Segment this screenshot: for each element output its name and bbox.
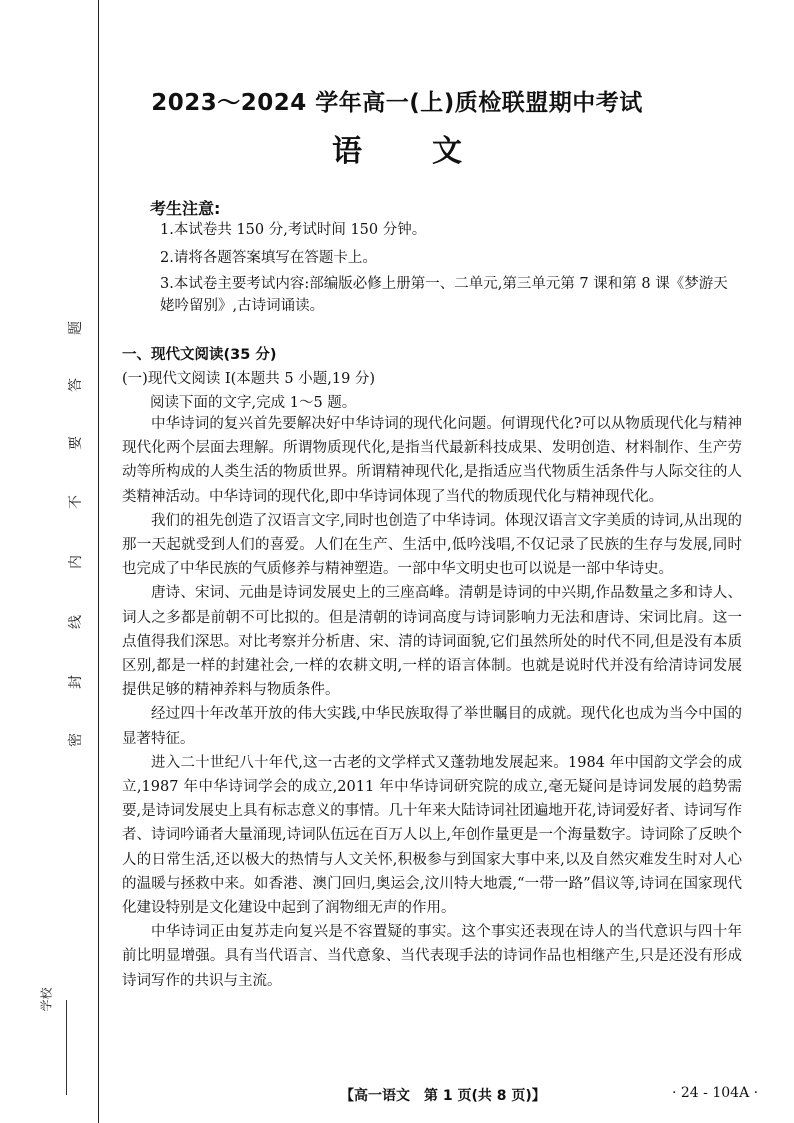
page-info: 【高一语文 第 1 页(共 8 页)】 xyxy=(340,1088,546,1104)
seal-char: 内 xyxy=(68,555,84,569)
school-fill-line xyxy=(66,1000,67,1095)
seal-char: 封 xyxy=(68,675,84,689)
seal-char: 不 xyxy=(68,495,84,509)
passage-paragraph: 进入二十世纪八十年代,这一古老的文学样式又蓬勃地发展起来。1984 年中国韵文学会的成立,1987 年中华诗词学会的成立,2011 年中华诗词研究院的成立,毫无疑问是诗词发展的趋势需要,是诗词发展史上具有标志意义的事情。几十年来大陆诗词社团遍地开花,诗词爱好者、诗词写作者、诗词吟诵者大量涌现,诗词队伍远在百万人以上,年创作量更是一个海量数字。诗词除了反映个人的日常生活,还以极大的热情与人文关怀,积极参与到国家大事中来,以及自然灾难发生时对人心的温暖与拯救中来。如香港、澳门回归,奥运会,汶川特大地震,“一带一路”倡议等,诗词在国家现代化建设特别是文化建设中起到了润物细无声的作用。 xyxy=(122,754,742,917)
seal-char: 要 xyxy=(68,436,84,450)
exam-title: 2023～2024 学年高一(上)质检联盟期中考试 xyxy=(151,90,643,116)
notice-item: 3.本试卷主要考试内容:部编版必修上册第一、二单元,第三单元第 7 课和第 8 课《梦游天 xyxy=(160,276,728,292)
seal-char: 答 xyxy=(68,378,84,392)
notice-item: 1.本试卷共 150 分,考试时间 150 分钟。 xyxy=(160,222,427,238)
passage-paragraph: 中华诗词正由复苏走向复兴是不容置疑的事实。这个事实还表现在诗人的当代意识与四十年前比明显增强。具有当代语言、当代意象、当代表现手法的诗词作品也相继产生,只是还没有形成诗词写作的共识与主流。 xyxy=(122,924,742,989)
paper-code: · 24 - 104A · xyxy=(672,1085,759,1101)
passage-paragraph: 经过四十年改革开放的伟大实践,中华民族取得了举世瞩目的成就。现代化也成为当今中国的显著特征。 xyxy=(122,706,742,747)
notice-item: 2.请将各题答案填写在答题卡上。 xyxy=(160,250,377,266)
section-heading: 一、现代文阅读(35 分) xyxy=(122,347,277,363)
seal-char: 线 xyxy=(68,615,84,629)
passage-paragraph: 我们的祖先创造了汉语言文字,同时也创造了中华诗词。体现汉语言文字美质的诗词,从出现的那一天起就受到人们的喜爱。人们在生产、生活中,低吟浅唱,不仅记录了民族的生存与发展,同时也完成了中华民族的气质修养与精神塑造。一部中华文明史也可以说是一部中华诗史。 xyxy=(122,512,742,578)
subject-title: 语文 xyxy=(332,134,532,169)
notice-heading: 考生注意: xyxy=(150,199,221,218)
seal-char: 题 xyxy=(68,321,84,335)
notice-item-continued: 姥吟留别》,古诗词诵读。 xyxy=(160,298,325,314)
section-subheading: (一)现代文阅读 Ⅰ(本题共 5 小题,19 分) xyxy=(122,371,376,387)
passage-paragraph: 唐诗、宋词、元曲是诗词发展史上的三座高峰。清朝是诗词的中兴期,作品数量之多和诗人、词人之多都是前朝不可比拟的。但是清朝的诗词高度与诗词影响力无法和唐诗、宋词比肩。这一点值得我们深思。对比考察并分析唐、宋、清的诗词面貌,它们虽然所处的时代不同,但是没有本质区别,都是一样的封建社会,一样的农耕文明,一样的语言体制。也就是说时代并没有给清诗词发展提供足够的精神养料与物质条件。 xyxy=(122,585,742,699)
reading-passage xyxy=(122,412,742,993)
reading-instruction: 阅读下面的文字,完成 1～5 题。 xyxy=(150,395,357,411)
school-label: 学校 xyxy=(39,987,54,1012)
passage-paragraph: 中华诗词的复兴首先要解决好中华诗词的现代化问题。何谓现代化?可以从物质现代化与精神现代化两个层面去理解。所谓物质现代化,是指当代最新科技成果、发明创造、材料制作、生产劳动等所构成的人类生活的物质世界。所谓精神现代化,是指适应当代物质生活条件与人际交往的人类精神活动。中华诗词的现代化,即中华诗词体现了当代的物质现代化与精神现代化。 xyxy=(122,416,742,505)
seal-char: 密 xyxy=(68,733,84,747)
